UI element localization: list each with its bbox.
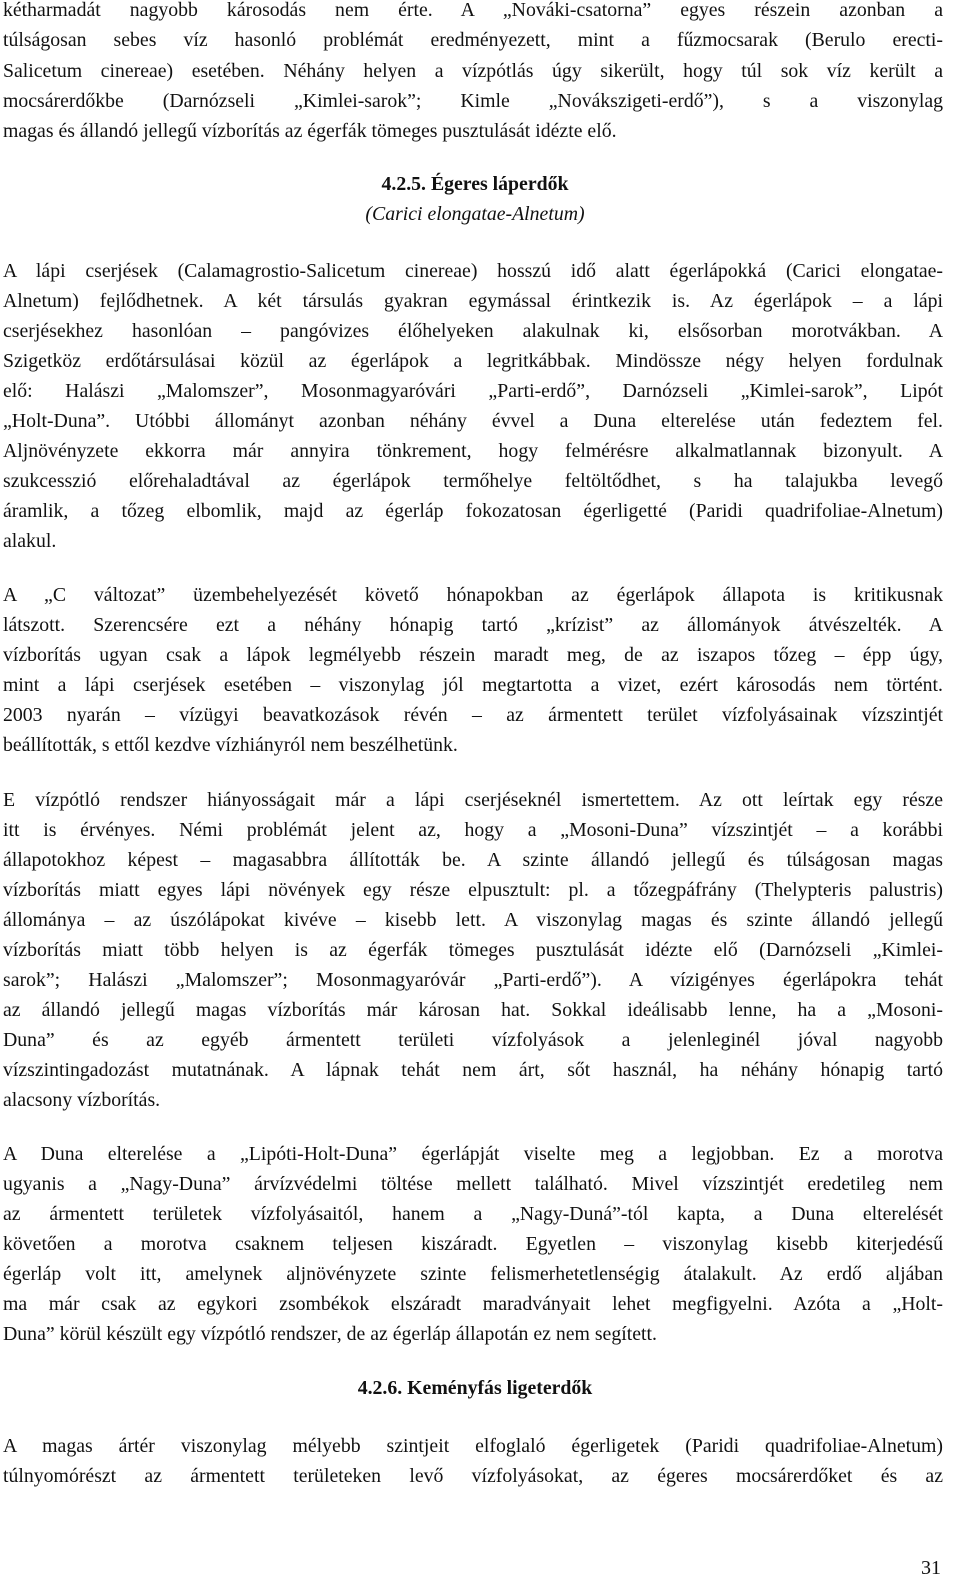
text-line: vízborítás miatt egyes lápi növények egy része elpusztult: pl. a tőzegpáfrány (Thelypteris palustris) — [3, 879, 943, 901]
text-line: vízborítás ugyan csak a lápok legmélyebb részein maradt meg, de az iszapos tőzeg – épp úgy, — [3, 644, 943, 666]
text-line: az állandó jellegű magas vízborítás már károsan hat. Sokkal ideálisabb lenne, ha a „Mosoni- — [3, 999, 943, 1021]
text-line: mint a lápi cserjések esetében – viszonylag jól megtartotta a vizet, ezért károsodás nem történt. — [3, 674, 943, 696]
page-number: 31 — [921, 1557, 941, 1579]
text-line: cserjésekhez hasonlóan – pangóvizes élőhelyeken alakulnak ki, elsősorban morotvákban. A — [3, 320, 943, 342]
text-line: 2003 nyarán – vízügyi beavatkozások révén – az ármentett terület vízfolyásainak vízszintjét — [3, 704, 943, 726]
text-line: elő: Halászi „Malomszer”, Mosonmagyaróvári „Parti-erdő”, Darnózseli „Kimlei-sarok”, Lipót — [3, 380, 943, 402]
text-line: az ármentett területek vízfolyásaitól, hanem a „Nagy-Duná”-tól kapta, a Duna elterelését — [3, 1203, 943, 1225]
text-line: A „C változat” üzembehelyezését követő hónapokban az égerlápok állapota is kritikusnak — [3, 584, 943, 606]
text-line: Duna” körül készült egy vízpótló rendszer, de az égerláp állapotán ez nem segített. — [3, 1323, 657, 1345]
text-line: „Holt-Duna”. Utóbbi állományt azonban néhány évvel a Duna elterelése után fedeztem fel. — [3, 410, 943, 432]
text-line: túlságosan sebes víz hasonló problémát eredményezett, mint a fűzmocsarak (Berulo erecti- — [3, 29, 943, 51]
text-line: Alnetum) fejlődhetnek. A két társulás gyakran egymással érintkezik is. Az égerlápok – a lápi — [3, 290, 943, 312]
text-line: beállították, s ettől kezdve vízhiányról nem beszélhetünk. — [3, 734, 458, 756]
text-line: kétharmadát nagyobb károsodás nem érte. A „Nováki-csatorna” egyes részein azonban a — [3, 0, 943, 21]
text-line: ugyanis a „Nagy-Duna” árvízvédelmi töltése mellett található. Mivel vízszintjét eredetileg nem — [3, 1173, 943, 1195]
text-line: látszott. Szerencsére ezt a néhány hónapig tartó „krízist” az állományok átvészelték. A — [3, 614, 943, 636]
text-line: A lápi cserjések (Calamagrostio-Salicetum cinereae) hosszú idő alatt égerlápokká (Carici elongatae- — [3, 260, 943, 282]
text-line: túlnyomórészt az ármentett területeken levő vízfolyásokat, az égeres mocsárerdőket és az — [3, 1465, 943, 1487]
text-line: magas és állandó jellegű vízborítás az égerfák tömeges pusztulását idézte elő. — [3, 120, 617, 142]
text-line: Szigetköz erdőtársulásai közül az égerlápok a legritkábbak. Mindössze négy helyen fordulnak — [3, 350, 943, 372]
section-heading: 4.2.5. Égeres láperdők — [381, 173, 569, 195]
text-line: állapotokhoz képest – magasabbra állították be. A szinte állandó jellegű és túlságosan magas — [3, 849, 943, 871]
text-line: áramlik, a tőzeg elbomlik, majd az égerláp fokozatosan égerligetté (Paridi quadrifoliae-Alnetum) — [3, 500, 943, 522]
text-line: E vízpótló rendszer hiányosságait már a lápi cserjéseknél ismertettem. Az ott leírtak egy része — [3, 789, 943, 811]
text-line: vízborítás miatt több helyen is az égerfák tömeges pusztulását idézte elő (Darnózseli „Kimlei- — [3, 939, 943, 961]
text-line: követően a morotva csaknem teljesen kiszáradt. Egyetlen – viszonylag kisebb kiterjedésű — [3, 1233, 943, 1255]
text-line: A Duna elterelése a „Lipóti-Holt-Duna” égerlápját viselte meg a legjobban. Ez a morotva — [3, 1143, 943, 1165]
text-line: alacsony vízborítás. — [3, 1089, 161, 1111]
text-line: Salicetum cinereae) esetében. Néhány helyen a vízpótlás úgy sikerült, hogy túl sok víz került a — [3, 60, 943, 82]
text-line: Aljnövényzete ekkorra már annyira tönkrement, hogy felmérésre alkalmatlannak bizonyult. A — [3, 440, 943, 462]
text-line: itt is érvényes. Némi problémát jelent az, hogy a „Mosoni-Duna” vízszintjét – a korábbi — [3, 819, 943, 841]
text-line: sarok”; Halászi „Malomszer”; Mosonmagyaróvár „Parti-erdő”). A vízigényes égerlápokra tehát — [3, 969, 943, 991]
text-line: Duna” és az egyéb ármentett területi vízfolyások a jelenleginél jóval nagyobb — [3, 1029, 943, 1051]
text-line: égerláp volt itt, amelynek aljnövényzete szinte felismerhetetlenségig átalakult. Az erdő aljában — [3, 1263, 943, 1285]
section-heading: 4.2.6. Keményfás ligeterdők — [357, 1377, 593, 1399]
text-line: ma már csak az egykori zsombékok elszáradt maradványait lehet megfigyelni. Azóta a „Holt- — [3, 1293, 943, 1315]
section-subheading: (Carici elongatae-Alnetum) — [365, 203, 585, 225]
text-line: A magas ártér viszonylag mélyebb szintjeit elfoglaló égerligetek (Paridi quadrifoliae-Alnetum) — [3, 1435, 943, 1457]
text-line: mocsárerdőkbe (Darnózseli „Kimlei-sarok”; Kimle „Novákszigeti-erdő”), s a viszonylag — [3, 90, 943, 112]
text-line: állománya – az úszólápokat kivéve – kisebb lett. A viszonylag magas és szinte állandó jellegű — [3, 909, 943, 931]
text-line: alakul. — [3, 530, 57, 552]
text-line: vízszintingadozást mutatnának. A lápnak tehát nem árt, sőt használ, ha néhány hónapig tartó — [3, 1059, 943, 1081]
text-line: szukcesszió előrehaladtával az égerlápok termőhelye feltöltődhet, s ha talajukba levegő — [3, 470, 943, 492]
